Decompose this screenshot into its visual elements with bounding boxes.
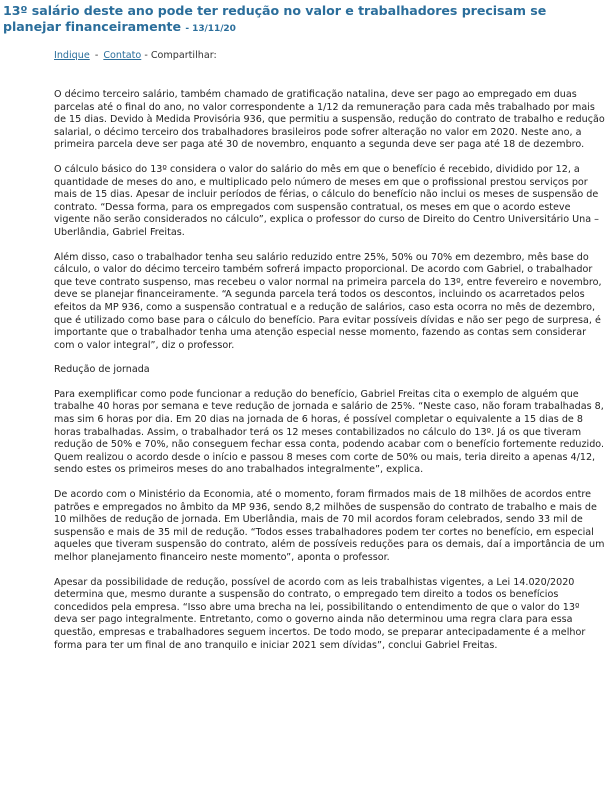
toolbar-separator: - bbox=[94, 50, 99, 61]
section-subheading: Redução de jornada bbox=[54, 364, 150, 376]
article-paragraph: De acordo com o Ministério da Economia, até o momento, foram firmados mais de 18 milhões de acordos entre patrões e empregados no âmbito da MP 936, sendo 8,2 milhões de suspensão do contrato de trabalho e mais de 10 milhões de redução de jornada. Em Uberlândia, mais de 70 mil acordos foram celebrados, sendo 33 mil de suspensão e mais de 35 mil de redução. “Todos esses trabalhadores podem ter cortes no benefício, em especial aqueles que tiveram suspensão do contrato, além de possíveis reduções para os demais, daí a importância de um melhor planejamento financeiro neste momento”, aponta o professor. bbox=[54, 489, 605, 563]
article-body bbox=[54, 89, 606, 652]
article-paragraph: Apesar da possibilidade de redução, possível de acordo com as leis trabalhistas vigentes, a Lei 14.020/2020 determina que, mesmo durante a suspensão do contrato, o empregado tem direito a todos os benefícios concedidos pela empresa. “Isso abre uma brecha na lei, possibilitando o entendimento de que o valor do 13º deva ser pago integralmente. Entretanto, como o governo ainda não determinou uma regra clara para essa questão, empresas e trabalhadores seguem incertos. De todo modo, se preparar antecipadamente é a melhor forma para ter um final de ano tranquilo e iniciar 2021 sem dívidas”, conclui Gabriel Freitas. bbox=[54, 576, 586, 651]
article-title bbox=[0, 0, 608, 37]
article-date: - 13/11/20 bbox=[185, 24, 236, 34]
article-paragraph: Além disso, caso o trabalhador tenha seu salário reduzido entre 25%, 50% ou 70% em dezembro, mês base do cálculo, o valor do décimo terceiro também sofrerá impacto proporcional. De acordo com Gabriel, o trabalhador que teve contrato suspenso, mas recebeu o valor normal na primeira parcela do 13º, entre fevereiro e novembro, deve se planejar financeiramente. “A segunda parcela terá todos os descontos, incluindo os acarretados pelos efeitos da MP 936, como a suspensão contratual e a redução de salários, caso esta ocorra no mês de dezembro, que é utilizado como base para o cálculo do benefício. Para evitar possíveis dívidas e não ser pego de surpresa, é importante que o trabalhador tenha uma atenção especial nesse momento, fazendo as contas sem considerar com o valor integral”, diz o professor. bbox=[54, 251, 602, 351]
article-paragraph: O décimo terceiro salário, também chamado de gratificação natalina, deve ser pago ao empregado em duas parcelas até o final do ano, no valor correspondente a 1/12 da remuneração para cada mês trabalhado por mais de 15 dias. Devido à Medida Provisória 936, que permitiu a suspensão, redução do contrato de trabalho e redução salarial, o décimo terceiro dos trabalhadores brasileiros pode sofrer alteração no valor em 2020. Neste ano, a primeira parcela deve ser paga até 30 de novembro, enquanto a segunda deve ser paga até 18 de dezembro. bbox=[54, 89, 605, 151]
contato-link[interactable]: Contato bbox=[103, 50, 142, 61]
compartilhar-label: - Compartilhar: bbox=[144, 50, 217, 61]
article-title-text: 13º salário deste ano pode ter redução no valor e trabalhadores precisam se planejar financeiramente bbox=[3, 3, 547, 34]
indique-link[interactable]: Indique bbox=[54, 50, 90, 61]
article-paragraph: Para exemplificar como pode funcionar a redução do benefício, Gabriel Freitas cita o exemplo de alguém que trabalhe 40 horas por semana e teve redução de jornada e salário de 25%. “Neste caso, não foram trabalhadas 8, mas sim 6 horas por dia. Em 20 dias na jornada de 6 horas, é possível completar o equivalente a 15 dias de 8 horas trabalhadas. Assim, o trabalhador terá os 12 meses contabilizados no cálculo do 13º. Já os que tiveram redução de 50% e 70%, não conseguem fechar essa conta, podendo acabar com o benefício fortemente reduzido. Quem realizou o acordo desde o início e passou 8 meses com corte de 50% ou mais, teria direito a apenas 4/12, sendo estes os primeiros meses do ano trabalhados integralmente”, explica. bbox=[54, 388, 605, 476]
article-paragraph: O cálculo básico do 13º considera o valor do salário do mês em que o benefício é recebido, dividido por 12, a quantidade de meses do ano, e multiplicado pelo número de meses em que o profissional prestou serviços por mais de 15 dias. Apesar de incluir períodos de férias, o cálculo do benefício não inclui os meses de suspensão de contrato. “Dessa forma, para os empregados com suspensão contratual, os meses em que o acordo esteve vigente não serão considerados no cálculo”, explica o professor do curso de Direito do Centro Universitário Una – Uberlândia, Gabriel Freitas. bbox=[54, 163, 599, 238]
article-toolbar bbox=[54, 49, 608, 63]
